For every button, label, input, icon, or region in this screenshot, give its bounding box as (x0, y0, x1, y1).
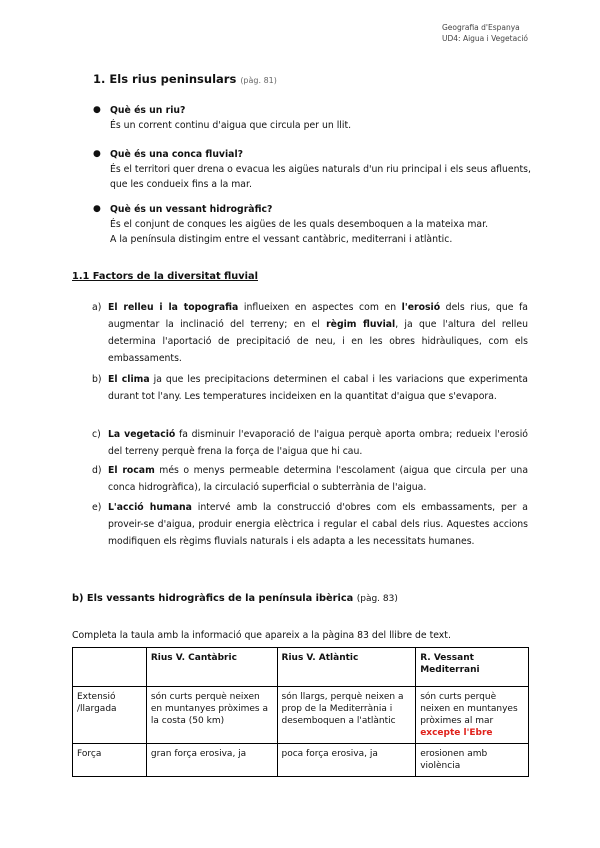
factor-keyword: El relleu i la topografia (108, 302, 239, 313)
factor-letter: c) (92, 429, 101, 440)
bullet-answer: És el territori quer drena o evacua les aigües naturals d'un riu principal i els seus afluents, que les condueix fins a la mar. (110, 164, 531, 190)
bullet-icon: ● (93, 105, 101, 115)
factor-text: El relleu i la topografia influeixen en aspectes com en l'erosió dels rius, que fa augmentar la inclinació del terreny; en el règim fluvial, ja que l'altura del relleu determina l'aportació de precipitació de neu, i en les obres hidràuliques, com els embassaments. (108, 302, 529, 364)
factor-letter: a) (92, 302, 102, 313)
cell-text: erosionen amb violència (420, 749, 488, 771)
bullet-question: Què és un riu? (110, 105, 186, 116)
section-page-ref: (pàg. 81) (240, 76, 277, 85)
table-header-cell: Rius V. Atlàntic (277, 648, 416, 687)
row-label: Força (73, 744, 147, 777)
table-cell[interactable] (416, 687, 529, 744)
bullet-answer: És un corrent continu d'aigua que circula per un llit. (110, 120, 352, 131)
cell-text: són curts perquè neixen en muntanyes pròximes al mar (420, 692, 518, 726)
table-header-cell (73, 648, 147, 687)
factor-item (92, 462, 528, 496)
row-label: Extensió /llargada (73, 687, 147, 744)
section-b-title-text: b) Els vessants hidrogràfics de la península ibèrica (72, 593, 354, 604)
table-header-row (73, 648, 529, 687)
bullet-question: Què és una conca fluvial? (110, 149, 244, 160)
factor-item (92, 426, 528, 460)
section-b-title (72, 593, 398, 604)
subsection-title: 1.1 Factors de la diversitat fluvial (72, 271, 258, 282)
table-cell[interactable] (416, 744, 529, 777)
factor-letter: e) (92, 502, 102, 513)
header-unit: UD4: Aigua i Vegetació (442, 34, 528, 43)
page-header (442, 22, 528, 44)
bullet-question: Què és un vessant hidrogràfic? (110, 204, 273, 215)
factor-item (92, 299, 528, 367)
factor-letter: d) (92, 465, 102, 476)
table-cell[interactable]: són curts perquè neixen en muntanyes pròximes a la costa (50 km) (146, 687, 277, 744)
section-title (93, 72, 277, 86)
factor-keyword: El clima (108, 374, 150, 385)
factor-keyword: El rocam (108, 465, 155, 476)
table-row (73, 687, 529, 744)
rivers-table (72, 647, 529, 777)
table-cell[interactable]: gran força erosiva, ja (146, 744, 277, 777)
factor-text: La vegetació fa disminuir l'evaporació de l'aigua perquè aporta ombra; redueix l'erosió del terreny perquè frena la força de l'aigua que hi cau. (108, 429, 528, 457)
factor-item (92, 371, 528, 405)
bullet-icon: ● (93, 149, 101, 159)
table-cell[interactable]: poca força erosiva, ja (277, 744, 416, 777)
table-instructions: Completa la taula amb la informació que apareix a la pàgina 83 del llibre de text. (72, 630, 451, 641)
highlight-text: excepte l'Ebre (420, 728, 493, 738)
section-b-page-ref: (pàg. 83) (356, 594, 398, 604)
factor-text: El rocam més o menys permeable determina l'escolament (aigua que circula per una conca hidrogràfica), la circulació superficial o subterrània de l'aigua. (108, 465, 529, 493)
section-title-text: Els rius peninsulars (109, 72, 237, 86)
factor-keyword: l'erosió (401, 302, 441, 313)
bullet-answer-line: És el conjunt de conques les aigües de les quals desemboquen a la mateixa mar. (110, 219, 489, 230)
factor-item (92, 499, 528, 550)
table-header-cell: R. Vessant Mediterrani (416, 648, 529, 687)
factor-text: El clima ja que les precipitacions determinen el cabal i les variacions que experimenta durant tot l'any. Les temperatures incideixen en la quantitat d'aigua que s'evapora. (108, 374, 528, 402)
table-header-cell: Rius V. Cantàbric (146, 648, 277, 687)
bullet-icon: ● (93, 204, 101, 214)
table-cell[interactable]: són llargs, perquè neixen a prop de la Mediterrània i desemboquen a l'atlàntic (277, 687, 416, 744)
header-course: Geografia d'Espanya (442, 23, 520, 32)
bullet-answer (110, 217, 540, 247)
bullet-answer-line: A la península distingim entre el vessant cantàbric, mediterrani i atlàntic. (110, 234, 453, 245)
factor-letter: b) (92, 374, 102, 385)
factor-text: L'acció humana intervé amb la construcció d'obres com els embassaments, per a proveir-se d'aigua, produir energia elèctrica i regular el cabal dels rius. Aquestes accions modifiquen els règims fluvials naturals i els adapta a les necessitats humanes. (108, 502, 528, 547)
factor-keyword: La vegetació (108, 429, 176, 440)
factor-keyword: L'acció humana (108, 502, 192, 513)
table-row (73, 744, 529, 777)
factor-keyword: règim fluvial (326, 319, 396, 330)
section-number: 1. (93, 72, 106, 86)
